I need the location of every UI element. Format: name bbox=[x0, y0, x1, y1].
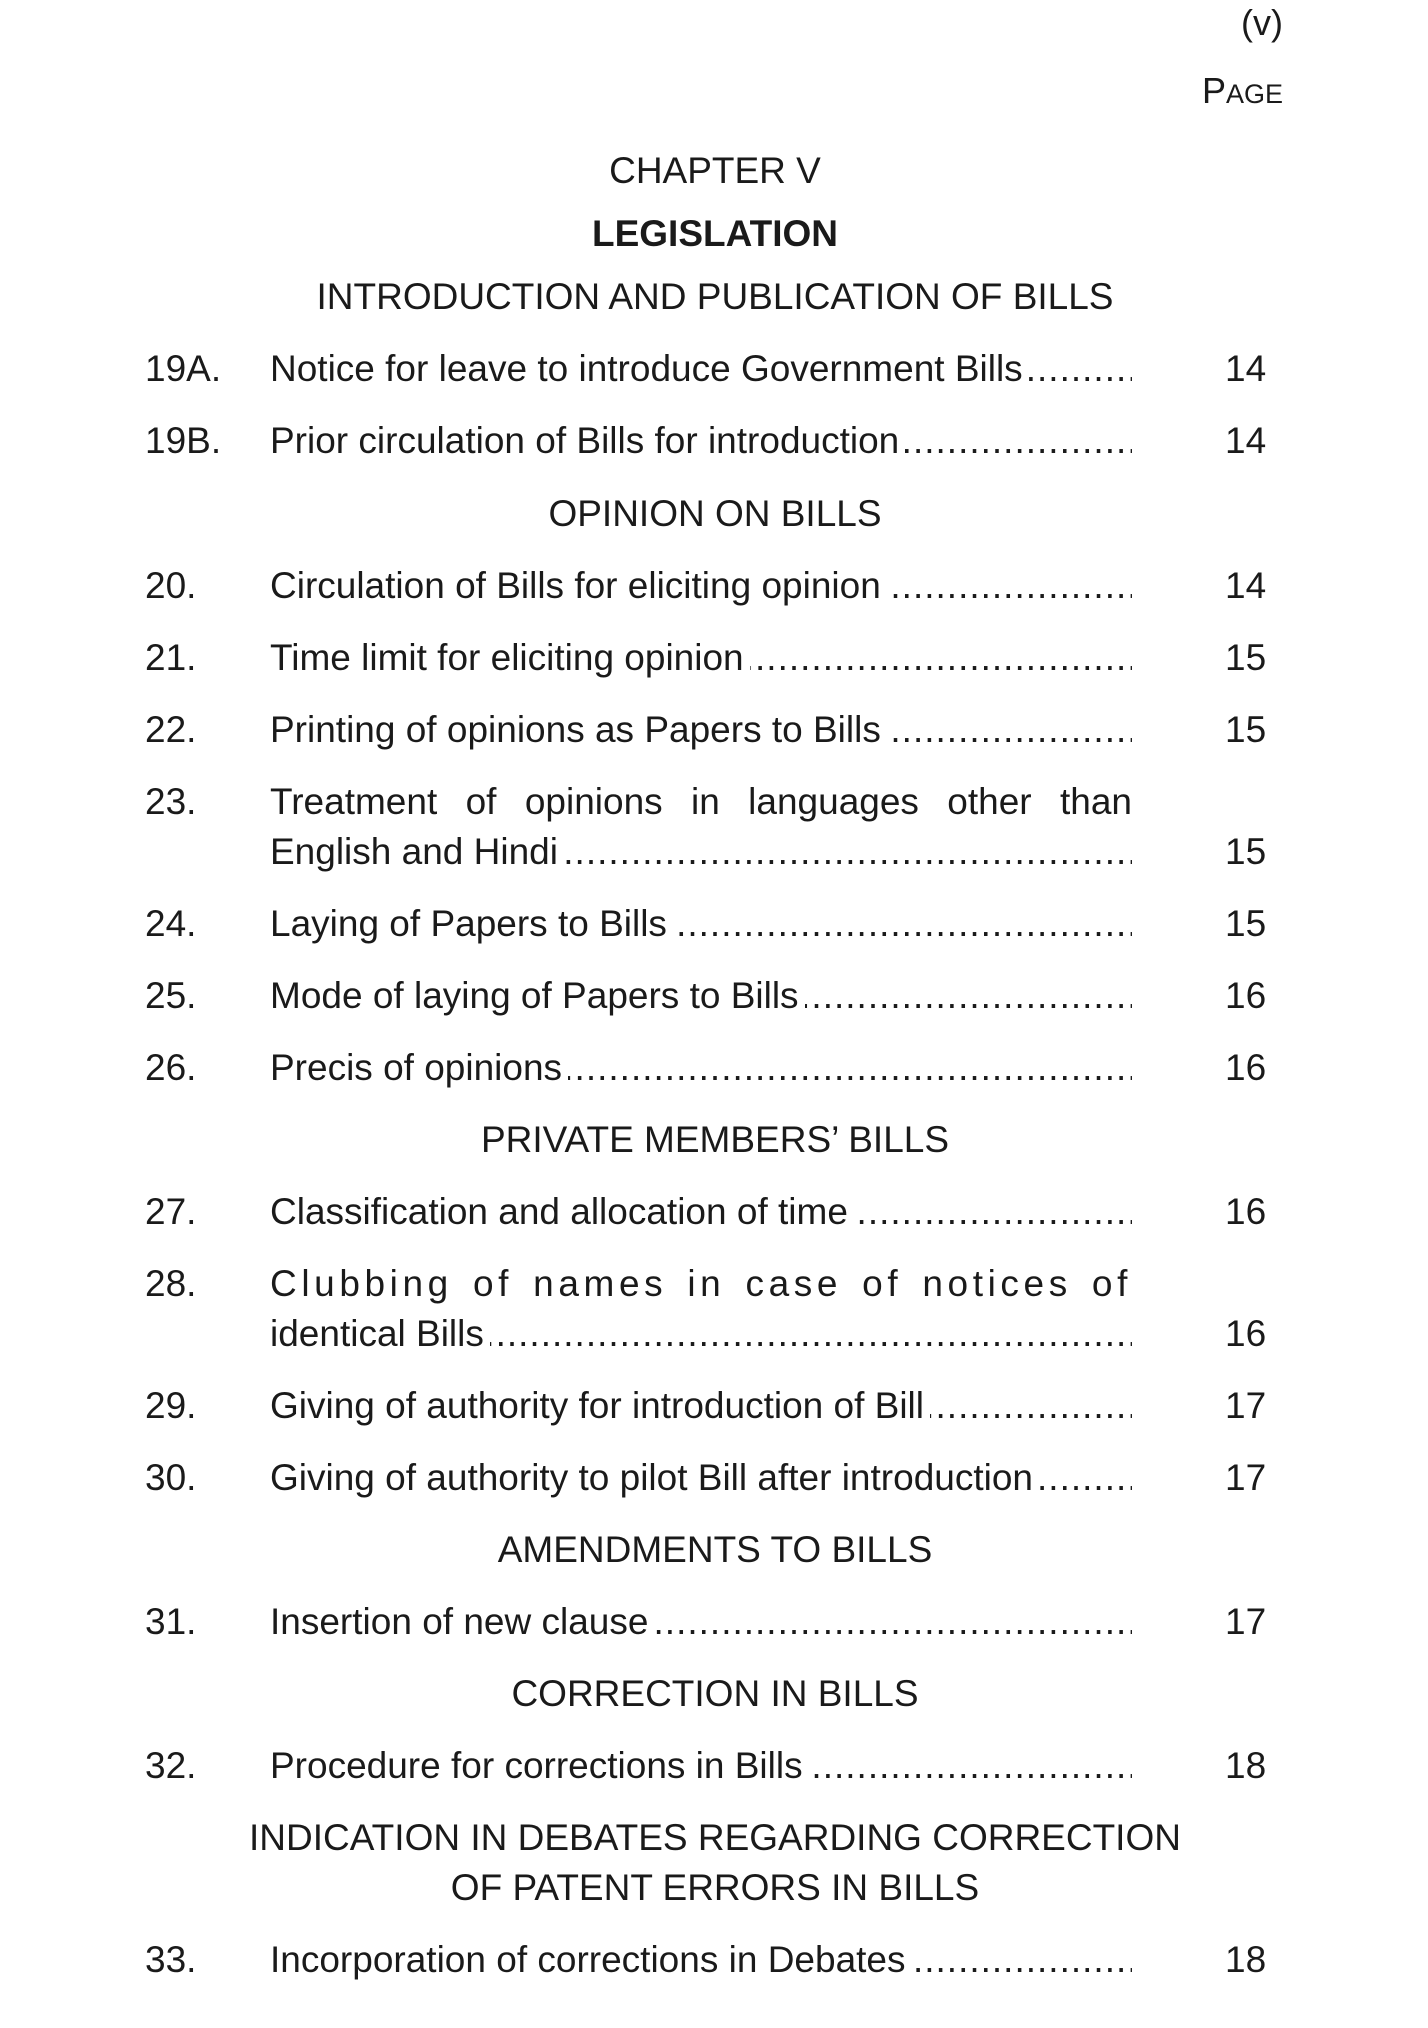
entry-title bbox=[270, 344, 1132, 394]
page-column-label bbox=[1202, 70, 1283, 112]
entry-number: 33. bbox=[145, 1939, 197, 1980]
entry-title-text: Classification and allocation of time bbox=[270, 1191, 854, 1232]
entry-number: 28. bbox=[145, 1263, 197, 1304]
chapter-title: LEGISLATION bbox=[592, 213, 838, 254]
entry-title bbox=[270, 1381, 1132, 1431]
chapter-number: CHAPTER V bbox=[609, 150, 821, 191]
entry-number: 30. bbox=[145, 1457, 197, 1498]
entry-number: 20. bbox=[145, 565, 197, 606]
entry-number: 23. bbox=[145, 781, 197, 822]
entry-title-text: Giving of authority to pilot Bill after introduction bbox=[270, 1457, 1039, 1498]
entry-number: 32. bbox=[145, 1745, 197, 1786]
entry-page: 14 bbox=[1225, 348, 1267, 389]
section-heading-line2: OF PATENT ERRORS IN BILLS bbox=[450, 1867, 980, 1908]
entry-title-text: Incorporation of corrections in Debates bbox=[270, 1939, 912, 1980]
entry-page: 17 bbox=[1225, 1457, 1267, 1498]
entry-page: 14 bbox=[1225, 420, 1267, 461]
entry-page: 14 bbox=[1225, 565, 1267, 606]
entry-title bbox=[270, 1309, 1132, 1359]
entry-title-text: Time limit for eliciting opinion bbox=[270, 637, 750, 678]
entry-number: 27. bbox=[145, 1191, 197, 1232]
entry-page: 15 bbox=[1225, 709, 1267, 750]
section-heading: INTRODUCTION AND PUBLICATION OF BILLS bbox=[316, 276, 1114, 317]
page-label-rest: AGE bbox=[1225, 79, 1283, 109]
entry-title bbox=[270, 899, 1132, 949]
entry-page: 18 bbox=[1225, 1745, 1267, 1786]
entry-page: 18 bbox=[1225, 1939, 1267, 1980]
entry-title-text: Giving of authority for introduction of Bill bbox=[270, 1385, 930, 1426]
entry-number: 31. bbox=[145, 1601, 197, 1642]
entry-number: 22. bbox=[145, 709, 197, 750]
entry-title bbox=[270, 1043, 1132, 1093]
entry-title bbox=[270, 705, 1132, 755]
entry-title-text: Precis of opinions bbox=[270, 1047, 568, 1088]
entry-title-text: Laying of Papers to Bills bbox=[270, 903, 673, 944]
page-number: (v) bbox=[1241, 2, 1283, 43]
section-heading: CORRECTION IN BILLS bbox=[511, 1673, 919, 1714]
entry-number: 26. bbox=[145, 1047, 197, 1088]
entry-title bbox=[270, 1741, 1132, 1791]
entry-page: 17 bbox=[1225, 1601, 1267, 1642]
entry-number: 21. bbox=[145, 637, 197, 678]
entry-title-line1: Treatment of opinions in languages other than bbox=[270, 781, 1132, 822]
section-heading-line1: INDICATION IN DEBATES REGARDING CORRECTION bbox=[249, 1817, 1181, 1858]
entry-number: 29. bbox=[145, 1385, 197, 1426]
entry-title bbox=[270, 1935, 1132, 1985]
entry-title-text: English and Hindi bbox=[270, 831, 564, 872]
entry-number: 24. bbox=[145, 903, 197, 944]
entry-title-text: identical Bills bbox=[270, 1313, 490, 1354]
entry-page: 15 bbox=[1225, 831, 1267, 872]
entry-title-text: Notice for leave to introduce Government Bills bbox=[270, 348, 1029, 389]
entry-title bbox=[270, 1187, 1132, 1237]
entry-title bbox=[270, 1597, 1132, 1647]
entry-title-text: Printing of opinions as Papers to Bills bbox=[270, 709, 887, 750]
entry-title bbox=[270, 633, 1132, 683]
entry-title bbox=[270, 827, 1132, 877]
entry-number: 19B. bbox=[145, 420, 222, 461]
entry-page: 17 bbox=[1225, 1385, 1267, 1426]
entry-title bbox=[270, 971, 1132, 1021]
entry-page: 16 bbox=[1225, 1191, 1267, 1232]
entry-title bbox=[270, 561, 1132, 611]
entry-title-text: Mode of laying of Papers to Bills bbox=[270, 975, 805, 1016]
entry-page: 15 bbox=[1225, 903, 1267, 944]
entry-page: 16 bbox=[1225, 1047, 1267, 1088]
entry-page: 16 bbox=[1225, 1313, 1267, 1354]
entry-title-line1: Clubbing of names in case of notices of bbox=[270, 1263, 1132, 1304]
entry-title bbox=[270, 1453, 1132, 1503]
entry-number: 19A. bbox=[145, 348, 222, 389]
entry-title-text: Procedure for corrections in Bills bbox=[270, 1745, 809, 1786]
section-heading: PRIVATE MEMBERS’ BILLS bbox=[480, 1119, 950, 1160]
entry-title-text: Circulation of Bills for eliciting opinion bbox=[270, 565, 887, 606]
entry-title-text: Prior circulation of Bills for introduction bbox=[270, 420, 905, 461]
entry-title-text: Insertion of new clause bbox=[270, 1601, 654, 1642]
entry-page: 15 bbox=[1225, 637, 1267, 678]
section-heading: AMENDMENTS TO BILLS bbox=[497, 1529, 933, 1570]
entry-page: 16 bbox=[1225, 975, 1267, 1016]
section-heading: OPINION ON BILLS bbox=[548, 493, 882, 534]
entry-title bbox=[270, 416, 1132, 466]
page-label-first: P bbox=[1201, 70, 1226, 111]
entry-number: 25. bbox=[145, 975, 197, 1016]
